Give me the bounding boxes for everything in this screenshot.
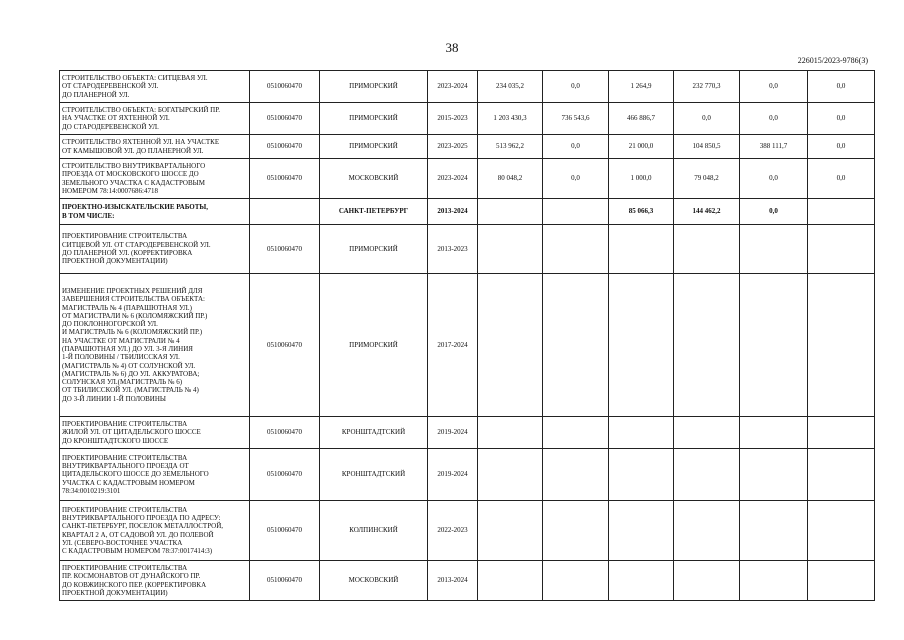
value-cell: [808, 225, 875, 274]
value-cell: [740, 561, 808, 601]
object-name-cell: СТРОИТЕЛЬСТВО ОБЪЕКТА: БОГАТЫРСКИЙ ПР. НА УЧАСТКЕ ОТ ЯХТЕННОЙ УЛ. ДО СТАРОДЕРЕВЕНСКОЙ УЛ.: [60, 103, 250, 135]
object-name-cell: ПРОЕКТИРОВАНИЕ СТРОИТЕЛЬСТВА ЖИЛОЙ УЛ. ОТ ЦИТАДЕЛЬСКОГО ШОССЕ ДО КРОНШТАДТСКОГО ШОССЕ: [60, 417, 250, 449]
district-cell: КРОНШТАДТСКИЙ: [320, 417, 428, 449]
object-name-cell: ПРОЕКТИРОВАНИЕ СТРОИТЕЛЬСТВА ВНУТРИКВАРТАЛЬНОГО ПРОЕЗДА ПО АДРЕСУ: САНКТ-ПЕТЕРБУРГ, ПОСЕЛОК МЕТАЛЛОСТРОЙ, КВАРТАЛ 2 А, ОТ САДОВОЙ УЛ. ДО ПОЛЕВОЙ УЛ. (СЕВЕРО-ВОСТОЧНЕЕ УЧАСТКА С КАДАСТРОВЫМ НОМЕРОМ 78:37:0017414:3): [60, 501, 250, 561]
table-row: [60, 417, 875, 449]
object-name-cell: ИЗМЕНЕНИЕ ПРОЕКТНЫХ РЕШЕНИЙ ДЛЯ ЗАВЕРШЕНИЯ СТРОИТЕЛЬСТВА ОБЪЕКТА: МАГИСТРАЛЬ № 4 (ПАРАШЮТНАЯ УЛ.) ОТ МАГИСТРАЛИ № 6 (КОЛОМЯЖСКИЙ ПР.) ДО ПОКЛОННОГОРСКОЙ УЛ. И МАГИСТРАЛЬ № 6 (КОЛОМЯЖСКИЙ ПР.) НА УЧАСТКЕ ОТ МАГИСТРАЛИ № 4 (ПАРАШЮТНАЯ УЛ.) ДО УЛ. 3-Я ЛИНИЯ 1-Й ПОЛОВИНЫ / ТБИЛИССКАЯ УЛ. (МАГИСТРАЛЬ № 4) ОТ СОЛУНСКОЙ УЛ. (МАГИСТРАЛЬ № 6) ДО УЛ. АККУРАТОВА; СОЛУНСКАЯ УЛ.(МАГИСТРАЛЬ № 6) ОТ ТБИЛИССКОЙ УЛ. (МАГИСТРАЛЬ № 4) ДО 3-Й ЛИНИИ 1-Й ПОЛОВИНЫ: [60, 274, 250, 417]
value-cell: [674, 561, 740, 601]
value-cell: [808, 417, 875, 449]
value-cell: [543, 417, 609, 449]
value-cell: [478, 561, 543, 601]
value-cell: 0,0: [740, 103, 808, 135]
value-cell: [674, 274, 740, 417]
period-cell: 2022-2023: [428, 501, 478, 561]
value-cell: 0,0: [740, 71, 808, 103]
value-cell: 1 000,0: [609, 159, 674, 199]
value-cell: [740, 274, 808, 417]
district-cell: ПРИМОРСКИЙ: [320, 274, 428, 417]
table-row: [60, 135, 875, 159]
table-row: [60, 71, 875, 103]
value-cell: 104 850,5: [674, 135, 740, 159]
value-cell: [543, 449, 609, 501]
value-cell: 80 048,2: [478, 159, 543, 199]
value-cell: 232 770,3: [674, 71, 740, 103]
value-cell: [808, 199, 875, 225]
value-cell: [674, 501, 740, 561]
district-cell: МОСКОВСКИЙ: [320, 561, 428, 601]
table-row: [60, 274, 875, 417]
budget-table: [59, 70, 875, 601]
value-cell: 0,0: [543, 135, 609, 159]
value-cell: 0,0: [808, 71, 875, 103]
value-cell: [674, 417, 740, 449]
period-cell: 2019-2024: [428, 417, 478, 449]
object-name-cell: СТРОИТЕЛЬСТВО ЯХТЕННОЙ УЛ. НА УЧАСТКЕ ОТ КАМЫШОВОЙ УЛ. ДО ПЛАНЕРНОЙ УЛ.: [60, 135, 250, 159]
table-row: [60, 159, 875, 199]
value-cell: [543, 501, 609, 561]
value-cell: [478, 501, 543, 561]
value-cell: [478, 199, 543, 225]
budget-code-cell: [250, 199, 320, 225]
value-cell: 513 962,2: [478, 135, 543, 159]
table-row: [60, 561, 875, 601]
value-cell: [543, 225, 609, 274]
value-cell: 85 066,3: [609, 199, 674, 225]
value-cell: [740, 225, 808, 274]
table-row: [60, 199, 875, 225]
object-name-cell: ПРОЕКТИРОВАНИЕ СТРОИТЕЛЬСТВА ВНУТРИКВАРТАЛЬНОГО ПРОЕЗДА ОТ ЦИТАДЕЛЬСКОГО ШОССЕ ДО ЗЕМЕЛЬНОГО УЧАСТКА С КАДАСТРОВЫМ НОМЕРОМ 78:34:0010219:3101: [60, 449, 250, 501]
value-cell: [609, 449, 674, 501]
object-name-cell: ПРОЕКТИРОВАНИЕ СТРОИТЕЛЬСТВА СИТЦЕВОЙ УЛ. ОТ СТАРОДЕРЕВЕНСКОЙ УЛ. ДО ПЛАНЕРНОЙ УЛ. (КОРРЕКТИРОВКА ПРОЕКТНОЙ ДОКУМЕНТАЦИИ): [60, 225, 250, 274]
district-cell: САНКТ-ПЕТЕРБУРГ: [320, 199, 428, 225]
value-cell: [808, 274, 875, 417]
table-row: [60, 225, 875, 274]
district-cell: ПРИМОРСКИЙ: [320, 225, 428, 274]
value-cell: [740, 417, 808, 449]
budget-code-cell: 0510060470: [250, 225, 320, 274]
table-row: [60, 449, 875, 501]
value-cell: [609, 501, 674, 561]
table-row: [60, 103, 875, 135]
value-cell: 0,0: [543, 71, 609, 103]
value-cell: 0,0: [808, 103, 875, 135]
page-number: 38: [445, 40, 459, 55]
value-cell: [478, 449, 543, 501]
value-cell: [543, 274, 609, 417]
object-name-cell: СТРОИТЕЛЬСТВО ОБЪЕКТА: СИТЦЕВАЯ УЛ. ОТ СТАРОДЕРЕВЕНСКОЙ УЛ. ДО ПЛАНЕРНОЙ УЛ.: [60, 71, 250, 103]
budget-code-cell: 0510060470: [250, 135, 320, 159]
value-cell: [740, 501, 808, 561]
value-cell: [478, 225, 543, 274]
district-cell: МОСКОВСКИЙ: [320, 159, 428, 199]
district-cell: КОЛПИНСКИЙ: [320, 501, 428, 561]
value-cell: 0,0: [674, 103, 740, 135]
document-code: 226015/2023-9786(3): [797, 56, 868, 65]
period-cell: 2013-2024: [428, 561, 478, 601]
value-cell: 144 462,2: [674, 199, 740, 225]
value-cell: [674, 225, 740, 274]
budget-code-cell: 0510060470: [250, 449, 320, 501]
period-cell: 2013-2024: [428, 199, 478, 225]
value-cell: 736 543,6: [543, 103, 609, 135]
value-cell: 388 111,7: [740, 135, 808, 159]
value-cell: [609, 417, 674, 449]
period-cell: 2013-2023: [428, 225, 478, 274]
district-cell: ПРИМОРСКИЙ: [320, 103, 428, 135]
value-cell: 79 048,2: [674, 159, 740, 199]
value-cell: 0,0: [808, 159, 875, 199]
value-cell: [740, 449, 808, 501]
budget-code-cell: 0510060470: [250, 274, 320, 417]
section-title-cell: ПРОЕКТНО-ИЗЫСКАТЕЛЬСКИЕ РАБОТЫ, В ТОМ ЧИСЛЕ:: [60, 199, 250, 225]
value-cell: [808, 501, 875, 561]
district-cell: ПРИМОРСКИЙ: [320, 71, 428, 103]
period-cell: 2023-2024: [428, 71, 478, 103]
value-cell: 1 264,9: [609, 71, 674, 103]
value-cell: 21 000,0: [609, 135, 674, 159]
object-name-cell: ПРОЕКТИРОВАНИЕ СТРОИТЕЛЬСТВА ПР. КОСМОНАВТОВ ОТ ДУНАЙСКОГО ПР. ДО КОВЖИНСКОГО ПЕР. (КОРРЕКТИРОВКА ПРОЕКТНОЙ ДОКУМЕНТАЦИИ): [60, 561, 250, 601]
table-row: [60, 501, 875, 561]
value-cell: 234 035,2: [478, 71, 543, 103]
value-cell: [478, 417, 543, 449]
value-cell: [609, 274, 674, 417]
value-cell: 0,0: [740, 159, 808, 199]
value-cell: 466 886,7: [609, 103, 674, 135]
value-cell: 0,0: [808, 135, 875, 159]
budget-code-cell: 0510060470: [250, 417, 320, 449]
value-cell: [808, 561, 875, 601]
district-cell: ПРИМОРСКИЙ: [320, 135, 428, 159]
period-cell: 2023-2025: [428, 135, 478, 159]
period-cell: 2015-2023: [428, 103, 478, 135]
value-cell: [808, 449, 875, 501]
value-cell: [609, 561, 674, 601]
value-cell: 1 203 430,3: [478, 103, 543, 135]
object-name-cell: СТРОИТЕЛЬСТВО ВНУТРИКВАРТАЛЬНОГО ПРОЕЗДА ОТ МОСКОВСКОГО ШОССЕ ДО ЗЕМЕЛЬНОГО УЧАСТКА С КАДАСТРОВЫМ НОМЕРОМ 78:14:0007686:4718: [60, 159, 250, 199]
district-cell: КРОНШТАДТСКИЙ: [320, 449, 428, 501]
value-cell: [609, 225, 674, 274]
budget-code-cell: 0510060470: [250, 103, 320, 135]
budget-code-cell: 0510060470: [250, 71, 320, 103]
budget-code-cell: 0510060470: [250, 159, 320, 199]
value-cell: [478, 274, 543, 417]
period-cell: 2023-2024: [428, 159, 478, 199]
value-cell: [543, 561, 609, 601]
value-cell: [674, 449, 740, 501]
period-cell: 2019-2024: [428, 449, 478, 501]
budget-code-cell: 0510060470: [250, 501, 320, 561]
value-cell: [543, 199, 609, 225]
value-cell: 0,0: [543, 159, 609, 199]
value-cell: 0,0: [740, 199, 808, 225]
budget-code-cell: 0510060470: [250, 561, 320, 601]
period-cell: 2017-2024: [428, 274, 478, 417]
